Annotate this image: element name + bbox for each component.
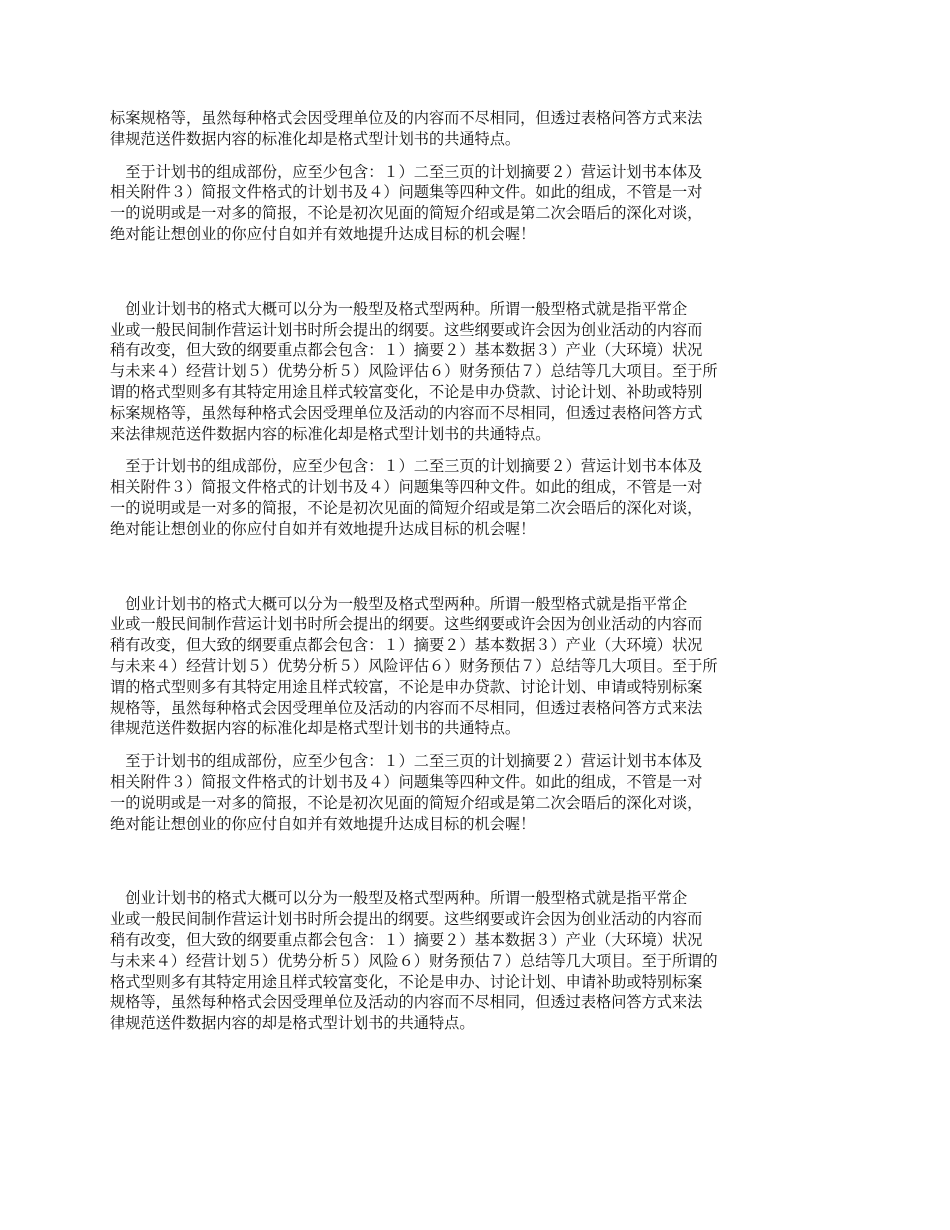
text-line: 绝对能让想创业的你应付自如并有效地提升达成目标的机会喔！ xyxy=(110,224,536,243)
text-line: 律规范送件数据内容的标准化却是格式型计划书的共通特点。 xyxy=(110,719,521,738)
paragraph-spacer xyxy=(110,150,840,162)
paragraph-1 xyxy=(110,108,840,150)
text-line: 创业计划书的格式大概可以分为一般型及格式型两种。所谓一般型格式就是指平常企 xyxy=(110,594,688,613)
section-spacer xyxy=(110,540,840,594)
text-line: 与未来４）经营计划５）优势分析５）风险评估６）财务预估７）总结等几大项目。至于所 xyxy=(110,362,718,381)
text-line: 相关附件３）简报文件格式的计划书及４）问题集等四种文件。如此的组成，不管是一对 xyxy=(110,478,703,497)
text-line: 规格等，虽然每种格式会因受理单位及活动的内容而不尽相同，但透过表格问答方式来法 xyxy=(110,698,703,717)
paragraph-4 xyxy=(110,456,840,539)
text-line: 稍有改变，但大致的纲要重点都会包含：１）摘要２）基本数据３）产业（大环境）状况 xyxy=(110,341,703,360)
document-page xyxy=(110,108,840,1034)
paragraph-3 xyxy=(110,299,840,445)
text-line: 规格等，虽然每种格式会因受理单位及活动的内容而不尽相同，但透过表格问答方式来法 xyxy=(110,993,703,1012)
text-line: 与未来４）经营计划５）优势分析５）风险评估６）财务预估７）总结等几大项目。至于所 xyxy=(110,656,718,675)
text-line: 相关附件３）简报文件格式的计划书及４）问题集等四种文件。如此的组成，不管是一对 xyxy=(110,772,703,791)
text-line: 绝对能让想创业的你应付自如并有效地提升达成目标的机会喔！ xyxy=(110,519,536,538)
paragraph-6 xyxy=(110,751,840,834)
text-line: 一的说明或是一对多的简报，不论是初次见面的简短介绍或是第二次会晤后的深化对谈， xyxy=(110,793,703,812)
paragraph-5 xyxy=(110,594,840,740)
text-line: 业或一般民间制作营运计划书时所会提出的纲要。这些纲要或许会因为创业活动的内容而 xyxy=(110,910,703,929)
text-line: 一的说明或是一对多的简报，不论是初次见面的简短介绍或是第二次会晤后的深化对谈， xyxy=(110,204,703,223)
text-line: 与未来４）经营计划５）优势分析５）风险６）财务预估７）总结等几大项目。至于所谓的 xyxy=(110,951,718,970)
paragraph-7 xyxy=(110,888,840,1034)
text-line: 律规范送件数据内容的标准化却是格式型计划书的共通特点。 xyxy=(110,129,521,148)
text-line: 稍有改变，但大致的纲要重点都会包含：１）摘要２）基本数据３）产业（大环境）状况 xyxy=(110,930,703,949)
text-line: 一的说明或是一对多的简报，不论是初次见面的简短介绍或是第二次会晤后的深化对谈， xyxy=(110,498,703,517)
text-line: 谓的格式型则多有其特定用途且样式较富，不论是申办贷款、讨论计划、申请或特别标案 xyxy=(110,677,703,696)
paragraph-2 xyxy=(110,162,840,245)
text-line: 标案规格等，虽然每种格式会因受理单位及的内容而不尽相同，但透过表格问答方式来法 xyxy=(110,109,703,127)
text-line: 创业计划书的格式大概可以分为一般型及格式型两种。所谓一般型格式就是指平常企 xyxy=(110,889,688,908)
text-line: 相关附件３）简报文件格式的计划书及４）问题集等四种文件。如此的组成，不管是一对 xyxy=(110,183,703,202)
text-line: 至于计划书的组成部份，应至少包含：１）二至三页的计划摘要２）营运计划书本体及 xyxy=(110,162,703,181)
text-line: 绝对能让想创业的你应付自如并有效地提升达成目标的机会喔！ xyxy=(110,814,536,833)
section-spacer xyxy=(110,834,840,888)
paragraph-spacer xyxy=(110,444,840,456)
text-line: 至于计划书的组成部份，应至少包含：１）二至三页的计划摘要２）营运计划书本体及 xyxy=(110,457,703,476)
text-line: 来法律规范送件数据内容的标准化却是格式型计划书的共通特点。 xyxy=(110,424,551,443)
section-spacer xyxy=(110,245,840,299)
text-line: 业或一般民间制作营运计划书时所会提出的纲要。这些纲要或许会因为创业活动的内容而 xyxy=(110,320,703,339)
text-line: 至于计划书的组成部份，应至少包含：１）二至三页的计划摘要２）营运计划书本体及 xyxy=(110,752,703,771)
text-line: 标案规格等，虽然每种格式会因受理单位及活动的内容而不尽相同，但透过表格问答方式 xyxy=(110,403,703,422)
text-line: 业或一般民间制作营运计划书时所会提出的纲要。这些纲要或许会因为创业活动的内容而 xyxy=(110,615,703,634)
text-line: 格式型则多有其特定用途且样式较富变化，不论是申办、讨论计划、申请补助或特别标案 xyxy=(110,972,703,991)
text-line: 谓的格式型则多有其特定用途且样式较富变化，不论是申办贷款、讨论计划、补助或特别 xyxy=(110,382,703,401)
text-line: 稍有改变，但大致的纲要重点都会包含：１）摘要２）基本数据３）产业（大环境）状况 xyxy=(110,636,703,655)
text-line: 创业计划书的格式大概可以分为一般型及格式型两种。所谓一般型格式就是指平常企 xyxy=(110,299,688,318)
paragraph-spacer xyxy=(110,739,840,751)
text-line: 律规范送件数据内容的却是格式型计划书的共通特点。 xyxy=(110,1014,475,1033)
